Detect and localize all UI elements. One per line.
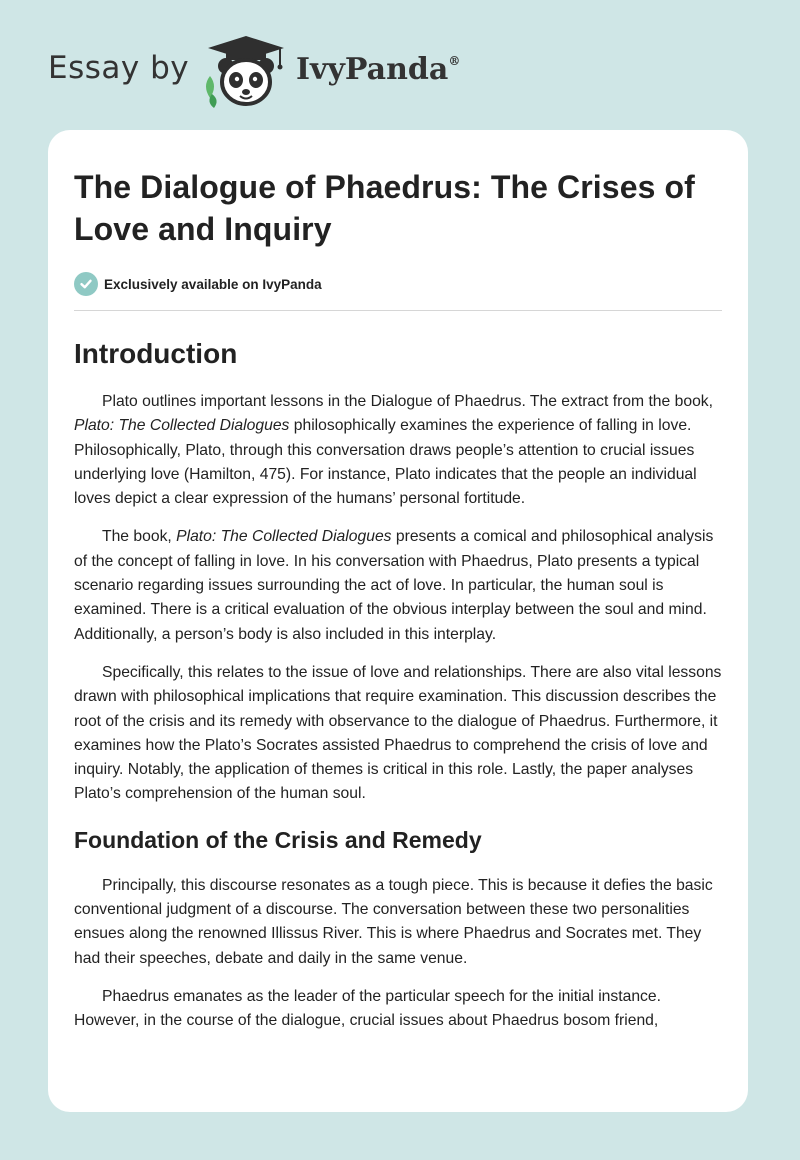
- section-heading-foundation: Foundation of the Crisis and Remedy: [74, 826, 482, 853]
- paragraph-text: philosophically examines the experience of falling in love. Philosophically, Plato, through this conversation draws people’s attention to crucial issues underlying love (Hamilton, 475). For instance, Plato indicates that the people an individual loves depict a clear expression of the humans’ personal fortitude.: [74, 417, 697, 508]
- paragraph-text: presents a comical and philosophical analysis of the concept of falling in love. In his conversation with Phaedrus, Plato presents a typical scenario regarding issues surrounding the act of love. In particular, the human soul is examined. There is a critical evaluation of the obvious interplay between the soul and mind. Additionally, a person’s body is also included in this interplay.: [74, 528, 714, 643]
- essay-by-label: Essay by: [48, 50, 190, 86]
- paragraph: Specifically, this relates to the issue of love and relationships. There are also vital lessons drawn with philosophical implications that require examination. This discussion describes the root of the crisis and its remedy with observance to the dialogue of Phaedrus. Furthermore, it examines how the Plato’s Socrates assisted Phaedrus to comprehend the crisis of love and inquiry. Notably, the application of themes is critical in this role. Lastly, the paper analyses Plato’s comprehension of the human soul.: [74, 663, 722, 803]
- paragraph-text: The book,: [102, 528, 177, 546]
- article-title: The Dialogue of Phaedrus: The Crises of Love and Inquiry: [74, 169, 695, 247]
- paragraph: Principally, this discourse resonates as a tough piece. This is because it defies the basic conventional judgment of a discourse. The conversation between these two personalities ensues along the renowned Illissus River. This is where Phaedrus and Socrates met. They had their speeches, debate and daily in the same venue.: [74, 876, 713, 967]
- panda-logo-icon[interactable]: [200, 36, 292, 108]
- site-header: [0, 0, 800, 130]
- divider: [74, 310, 722, 311]
- exclusive-badge: [74, 272, 722, 296]
- paragraph: [74, 390, 722, 511]
- section-heading-introduction: Introduction: [74, 338, 238, 369]
- brand-text: IvyPanda: [296, 52, 449, 87]
- paragraph: Phaedrus emanates as the leader of the particular speech for the initial instance. However, in the course of the dialogue, crucial issues about Phaedrus bosom friend,: [74, 987, 661, 1030]
- paragraph-text: Plato outlines important lessons in the Dialogue of Phaedrus. The extract from the book,: [102, 393, 713, 410]
- paragraph: [74, 525, 722, 646]
- book-title: Plato: The Collected Dialogues: [176, 528, 392, 546]
- book-title: Plato: The Collected Dialogues: [74, 417, 290, 435]
- brand-name[interactable]: [296, 52, 460, 87]
- article-card: [48, 130, 748, 1112]
- checkmark-icon: [74, 272, 98, 296]
- exclusive-label: Exclusively available on IvyPanda: [104, 276, 322, 292]
- registered-mark: ®: [448, 54, 461, 68]
